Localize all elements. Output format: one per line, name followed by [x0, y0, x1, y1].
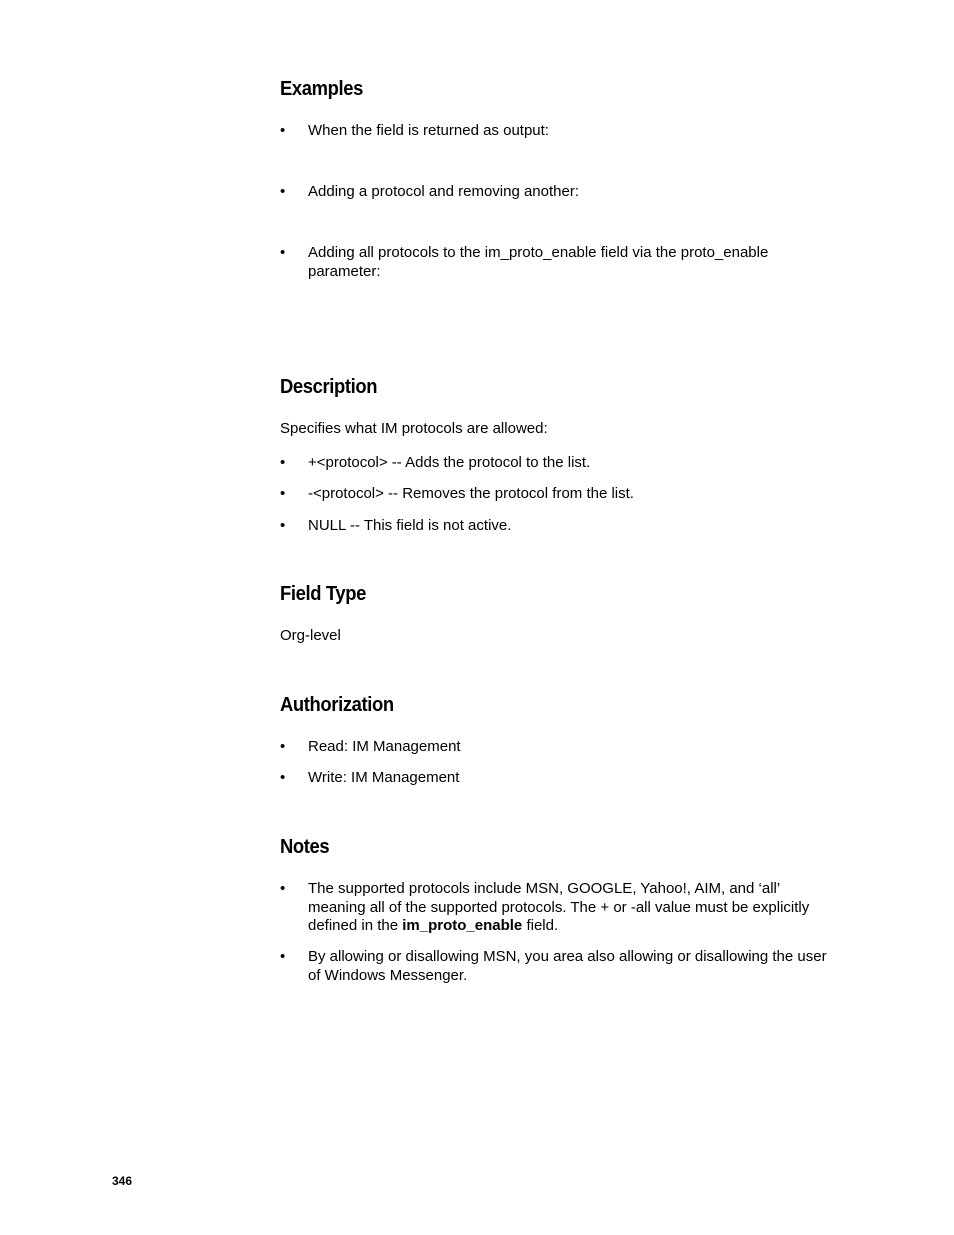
field-type-heading: Field Type [280, 583, 366, 605]
list-item-text [308, 880, 833, 936]
list-item-text: When the field is returned as output: [308, 122, 549, 139]
note-text: The supported protocols include MSN, GOOGLE, Yahoo!, AIM, and ‘all’ meaning all of the supported protocols. The + or -all value must be explicitly defined in the [308, 880, 810, 934]
field-name-emphasis: im_proto_enable [402, 917, 523, 934]
authorization-heading: Authorization [280, 694, 394, 716]
list-item-text: Adding a protocol and removing another: [308, 183, 580, 200]
bullet-marker: • [280, 738, 286, 755]
bullet-marker: • [280, 880, 286, 897]
note-text-suffix: field. [522, 917, 559, 934]
examples-heading: Examples [280, 78, 363, 100]
bullet-marker: • [280, 244, 286, 261]
list-item-text: By allowing or disallowing MSN, you area also allowing or disallowing the user of Windows Messenger. [308, 948, 827, 984]
list-item-text: +<protocol> -- Adds the protocol to the list. [308, 454, 591, 471]
list-item-text: -<protocol> -- Removes the protocol from the list. [308, 485, 634, 502]
description-intro: Specifies what IM protocols are allowed: [280, 420, 548, 437]
bullet-marker: • [280, 517, 286, 534]
notes-heading: Notes [280, 836, 330, 858]
bullet-marker: • [280, 485, 286, 502]
bullet-marker: • [280, 454, 286, 471]
page-number: 346 [112, 1174, 133, 1188]
bullet-marker: • [280, 769, 286, 786]
bullet-marker: • [280, 948, 286, 965]
list-item-text: Read: IM Management [308, 738, 461, 755]
description-heading: Description [280, 376, 378, 398]
bullet-marker: • [280, 122, 286, 139]
list-item-text: NULL -- This field is not active. [308, 517, 512, 534]
bullet-marker: • [280, 183, 286, 200]
list-item-text: Adding all protocols to the im_proto_enable field via the proto_enable parameter: [308, 244, 769, 280]
list-item-text: Write: IM Management [308, 769, 460, 786]
field-type-value: Org-level [280, 627, 341, 644]
